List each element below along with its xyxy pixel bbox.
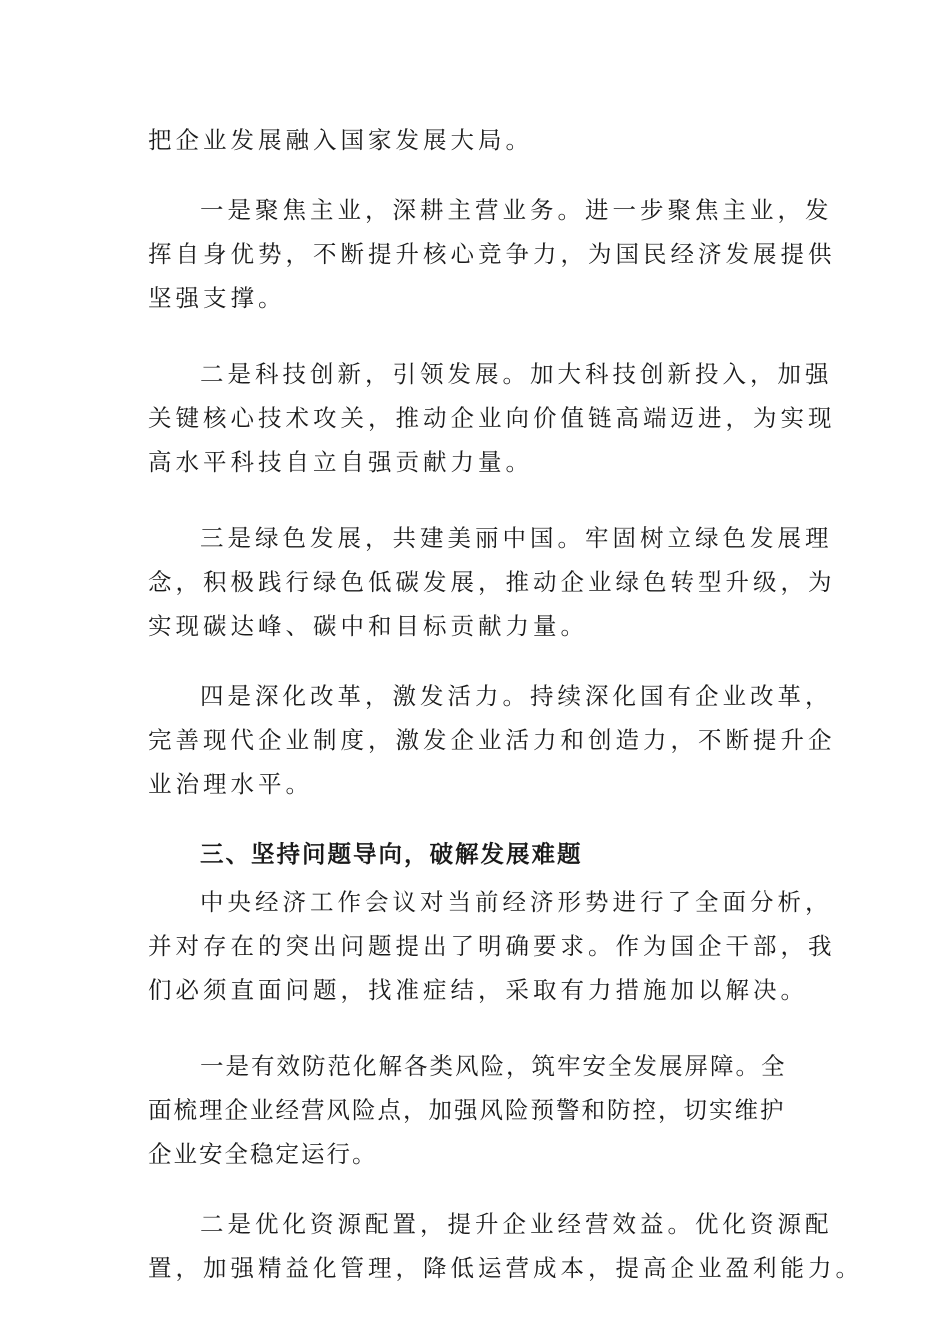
paragraph-risk-prevention — [148, 1044, 812, 1176]
paragraph-problem-orientation — [148, 880, 836, 1012]
text-line: 业治理水平。 — [148, 770, 313, 798]
document-body — [148, 118, 863, 1290]
text-line: 面梳理企业经营风险点，加强风险预警和防控，切实维护 — [148, 1096, 786, 1124]
text-line: 二是科技创新，引领发展。加大科技创新投入，加强 — [200, 360, 833, 388]
text-line: 把企业发展融入国家发展大局。 — [148, 126, 533, 154]
section-heading — [148, 832, 812, 876]
text-line: 二是优化资源配置，提升企业经营效益。优化资源配 — [200, 1210, 833, 1238]
paragraph-tech-innovation — [148, 352, 836, 484]
text-line: 一是有效防范化解各类风险，筑牢安全发展屏障。全 — [200, 1052, 787, 1080]
text-line: 挥自身优势，不断提升核心竞争力，为国民经济发展提供 — [148, 240, 836, 268]
paragraph-continuation — [148, 118, 812, 162]
paragraph-deepen-reform — [148, 674, 836, 806]
paragraph-focus-main-business — [148, 188, 836, 320]
text-line: 一是聚焦主业，深耕主营业务。进一步聚焦主业，发 — [200, 196, 833, 224]
text-line: 完善现代企业制度，激发企业活力和创造力，不断提升企 — [148, 726, 836, 754]
section-heading-text: 三、坚持问题导向，破解发展难题 — [200, 840, 583, 868]
text-line: 四是深化改革，激发活力。持续深化国有企业改革， — [200, 682, 833, 710]
text-line: 三是绿色发展，共建美丽中国。牢固树立绿色发展理 — [200, 524, 833, 552]
text-line: 关键核心技术攻关，推动企业向价值链高端迈进，为实现 — [148, 404, 836, 432]
paragraph-green-development — [148, 516, 836, 648]
text-line: 们必须直面问题，找准症结，采取有力措施加以解决。 — [148, 976, 808, 1004]
text-line: 置，加强精益化管理，降低运营成本，提高企业盈利能力。 — [148, 1254, 863, 1282]
text-line: 高水平科技自立自强贡献力量。 — [148, 448, 533, 476]
text-line: 实现碳达峰、碳中和目标贡献力量。 — [148, 612, 588, 640]
text-line: 坚强支撑。 — [148, 284, 286, 312]
text-line: 中央经济工作会议对当前经济形势进行了全面分析， — [200, 888, 833, 916]
paragraph-resource-allocation — [148, 1202, 863, 1290]
text-line: 念，积极践行绿色低碳发展，推动企业绿色转型升级，为 — [148, 568, 836, 596]
text-line: 并对存在的突出问题提出了明确要求。作为国企干部，我 — [148, 932, 836, 960]
text-line: 企业安全稳定运行。 — [148, 1140, 378, 1168]
